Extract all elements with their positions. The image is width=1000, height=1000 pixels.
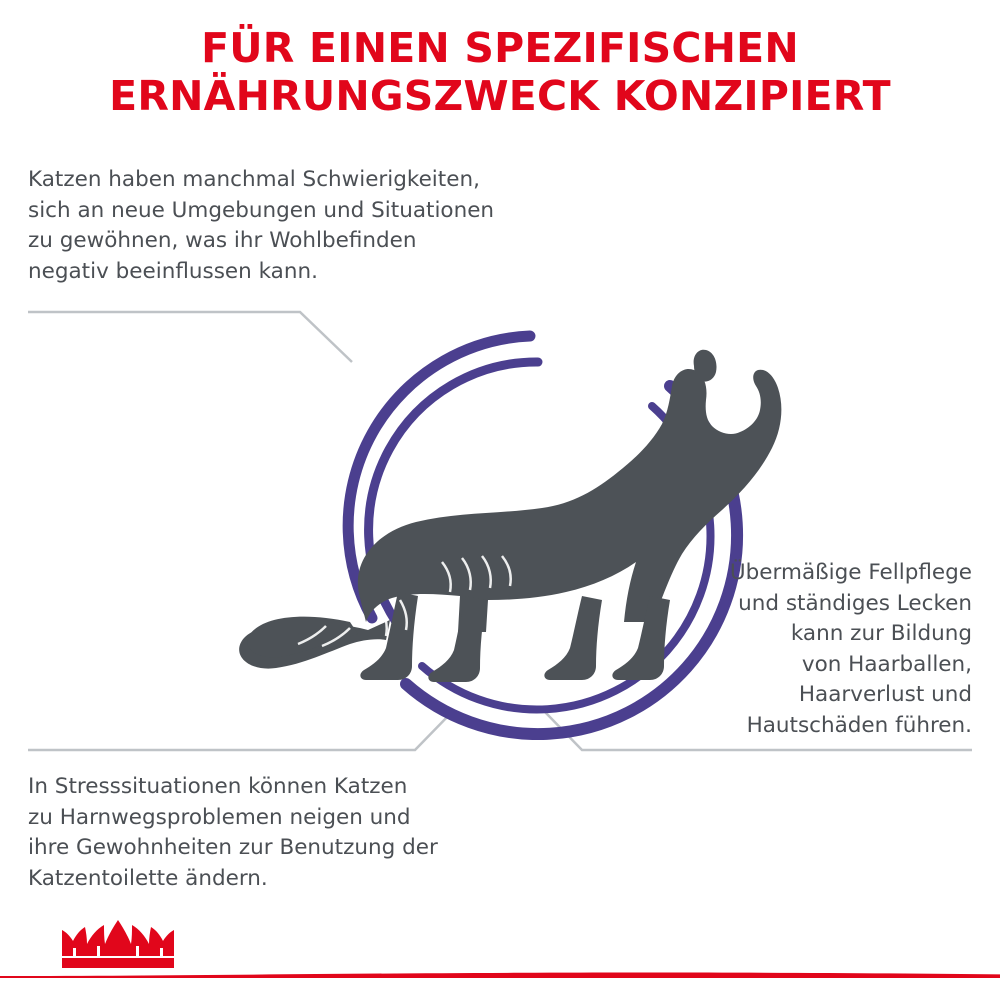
cat-illustration — [200, 300, 800, 740]
callout-top-line-2: sich an neue Umgebungen und Situationen — [28, 197, 495, 223]
callout-bottom-text — [28, 772, 438, 894]
callout-right-line-3: kann zur Bildung — [790, 621, 972, 647]
cat-illustration-alt — [800, 300, 801, 301]
page-title-line-1: FÜR EINEN SPEZIFISCHEN — [201, 24, 799, 72]
callout-right-line-6: Hautschäden führen. — [746, 712, 972, 738]
royal-canin-crown-logo — [52, 918, 184, 974]
cat-silhouette-icon — [200, 300, 800, 740]
brand-logo-alt — [0, 910, 1, 911]
callout-bottom-line-2: zu Harnwegsproblemen neigen und — [28, 804, 411, 830]
callout-right-line-2: und ständiges Lecken — [738, 590, 972, 616]
callout-bottom-line-4: Katzentoilette ändern. — [28, 865, 268, 891]
callout-top-line-1: Katzen haben manchmal Schwierigkeiten, — [28, 167, 480, 192]
callout-right-text — [730, 558, 972, 741]
callout-bottom-line-1: In Stresssituationen können Katzen — [28, 774, 408, 799]
callout-right-line-1: Übermäßige Fellpflege — [729, 560, 972, 585]
page-title-line-2: ERNÄHRUNGSZWECK KONZIPIERT — [109, 72, 891, 121]
brand-band — [0, 910, 1000, 1000]
callout-top-line-4: negativ beeinflussen kann. — [28, 258, 318, 284]
callout-top-line-3: zu gewöhnen, was ihr Wohlbefinden — [28, 228, 417, 254]
callout-right-line-5: Haarverlust und — [798, 682, 972, 708]
page-title — [50, 24, 950, 121]
callout-right-line-4: von Haarballen, — [801, 651, 972, 677]
callout-bottom-line-3: ihre Gewohnheiten zur Benutzung der — [28, 835, 438, 861]
callout-top-text — [28, 165, 494, 287]
